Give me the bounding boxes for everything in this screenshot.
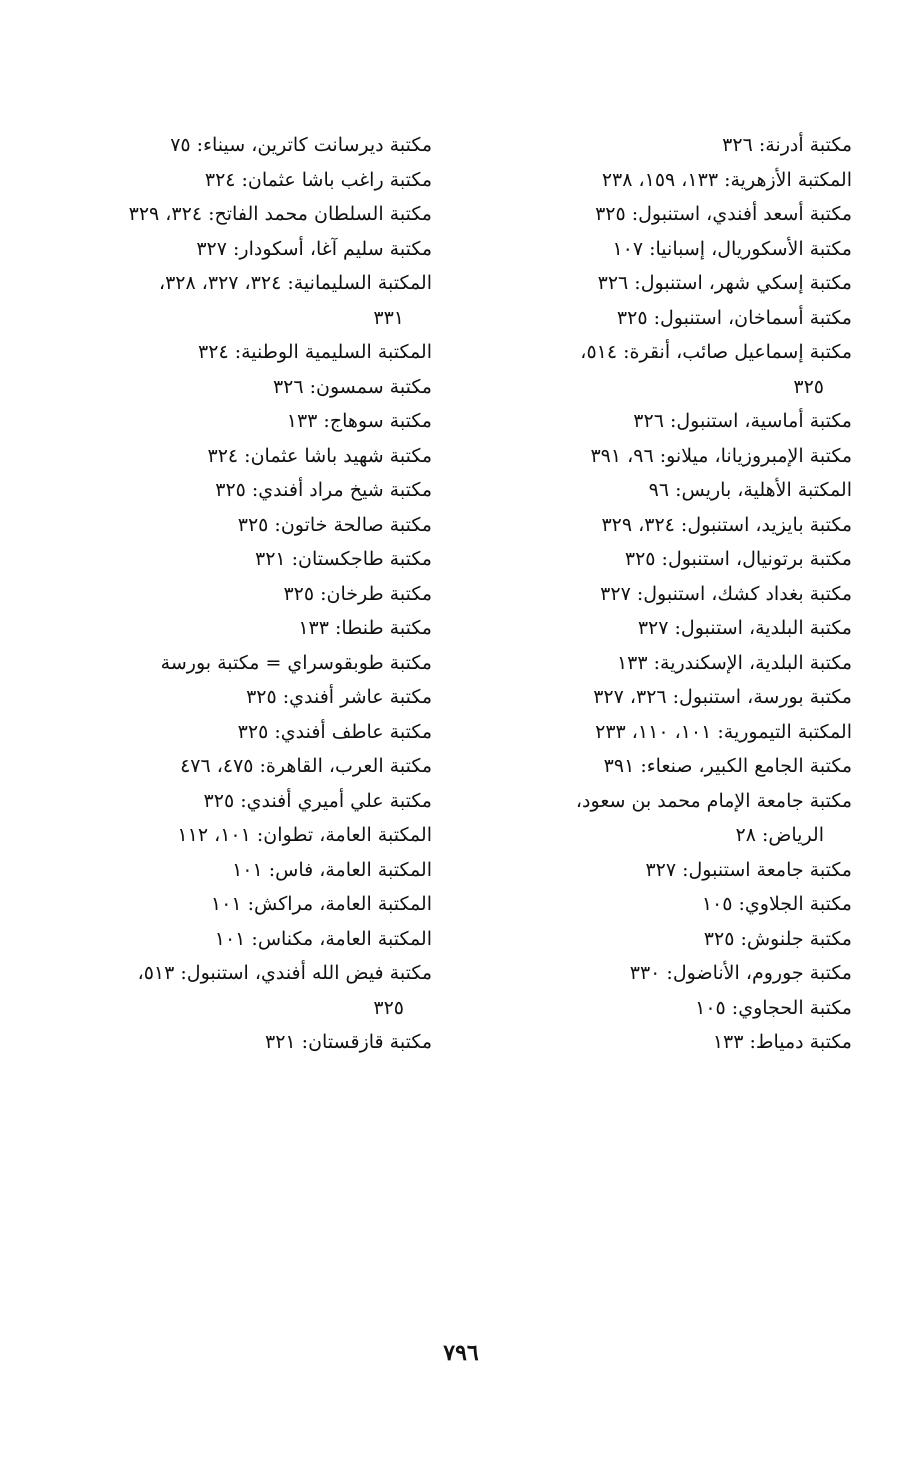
index-entry: مكتبة طوبقوسراي = مكتبة بورسة [160, 651, 432, 674]
index-entry: مكتبة إسماعيل صائب، أنقرة: ٥١٤، [580, 341, 852, 363]
index-entry: مكتبة علي أميري أفندي: ٣٢٥ [203, 789, 432, 812]
index-entry: مكتبة جامعة استنبول: ٣٢٧ [645, 858, 852, 881]
index-entry: مكتبة الجامع الكبير، صنعاء: ٣٩١ [603, 755, 852, 777]
index-entry: مكتبة ديرسانت كاترين، سيناء: ٧٥ [170, 134, 432, 156]
index-entry-continuation: الرياض: ٢٨ [735, 824, 824, 846]
index-entry: مكتبة الإمبروزيانا، ميلانو: ٩٦، ٣٩١ [590, 444, 852, 467]
index-entry: مكتبة جوروم، الأناضول: ٣٣٠ [629, 962, 852, 984]
index-entry: مكتبة الأسكوريال، إسبانيا: ١٠٧ [612, 237, 852, 260]
index-entry: مكتبة أدرنة: ٣٢٦ [722, 134, 852, 156]
index-entry-continuation: ٣٢٥ [373, 996, 404, 1019]
page-number: ٧٩٦ [443, 1340, 479, 1366]
index-entry: مكتبة أسعد أفندي، استنبول: ٣٢٥ [595, 203, 852, 225]
index-entry: المكتبة العامة، مراكش: ١٠١ [210, 893, 432, 915]
index-entry: مكتبة صالحة خاتون: ٣٢٥ [237, 513, 432, 536]
index-entry: مكتبة أماسية، استنبول: ٣٢٦ [633, 410, 852, 432]
index-entry: مكتبة أسماخان، استنبول: ٣٢٥ [616, 306, 852, 329]
index-entry: مكتبة العرب، القاهرة: ٤٧٥، ٤٧٦ [180, 755, 432, 777]
index-entry: مكتبة فيض الله أفندي، استنبول: ٥١٣، [137, 962, 432, 984]
index-entry: المكتبة السليمية الوطنية: ٣٢٤ [198, 341, 432, 363]
index-entry: مكتبة شيخ مراد أفندي: ٣٢٥ [215, 479, 432, 501]
left-column [27, 128, 432, 1060]
index-entry: مكتبة سوهاج: ١٣٣ [286, 410, 432, 432]
index-entry: مكتبة سليم آغا، أسكودار: ٣٢٧ [196, 237, 432, 260]
index-entry: مكتبة الحجاوي: ١٠٥ [695, 996, 852, 1019]
index-entry-continuation: ٣٣١ [373, 306, 404, 329]
index-entry: المكتبة العامة، مكناس: ١٠١ [214, 927, 432, 950]
index-entry: مكتبة بورسة، استنبول: ٣٢٦، ٣٢٧ [593, 686, 852, 708]
index-entry: مكتبة بغداد كشك، استنبول: ٣٢٧ [600, 582, 852, 605]
index-entry: مكتبة طنطا: ١٣٣ [298, 617, 432, 639]
index-entry: المكتبة الأزهرية: ١٣٣، ١٥٩، ٢٣٨ [601, 168, 852, 191]
index-entry: مكتبة راغب باشا عثمان: ٣٢٤ [204, 168, 432, 191]
index-entry: مكتبة برتونيال، استنبول: ٣٢٥ [624, 548, 852, 570]
index-entry: مكتبة عاشر أفندي: ٣٢٥ [246, 686, 432, 708]
index-entry: المكتبة السليمانية: ٣٢٤، ٣٢٧، ٣٢٨، [158, 272, 432, 294]
index-entry: مكتبة إسكي شهر، استنبول: ٣٢٦ [597, 272, 852, 294]
index-entry: مكتبة قازقستان: ٣٢١ [265, 1031, 432, 1053]
index-entry: مكتبة طرخان: ٣٢٥ [283, 582, 432, 605]
index-entry: مكتبة عاطف أفندي: ٣٢٥ [237, 720, 432, 743]
index-entry: مكتبة طاجكستان: ٣٢١ [254, 548, 432, 570]
index-entry: المكتبة العامة، تطوان: ١٠١، ١١٢ [177, 824, 432, 846]
index-entry: مكتبة البلدية، الإسكندرية: ١٣٣ [616, 651, 852, 674]
index-entry: المكتبة العامة، فاس: ١٠١ [232, 858, 432, 881]
index-entry: مكتبة الجلاوي: ١٠٥ [701, 893, 852, 915]
index-entry: مكتبة سمسون: ٣٢٦ [272, 375, 432, 398]
index-entry: مكتبة السلطان محمد الفاتح: ٣٢٤، ٣٢٩ [128, 203, 432, 225]
index-entry: مكتبة جلنوش: ٣٢٥ [703, 927, 852, 950]
index-entry: مكتبة البلدية، استنبول: ٣٢٧ [637, 617, 852, 639]
index-entry: المكتبة التيمورية: ١٠١، ١١٠، ٢٣٣ [595, 720, 852, 743]
index-entry-continuation: ٣٢٥ [793, 375, 824, 398]
index-entry: مكتبة دمياط: ١٣٣ [712, 1031, 852, 1053]
index-entry: مكتبة شهيد باشا عثمان: ٣٢٤ [207, 444, 432, 467]
index-entry: المكتبة الأهلية، باريس: ٩٦ [648, 479, 852, 501]
right-column [452, 128, 852, 1060]
index-entry: مكتبة بايزيد، استنبول: ٣٢٤، ٣٢٩ [601, 513, 852, 536]
index-entry: مكتبة جامعة الإمام محمد بن سعود، [575, 789, 852, 812]
